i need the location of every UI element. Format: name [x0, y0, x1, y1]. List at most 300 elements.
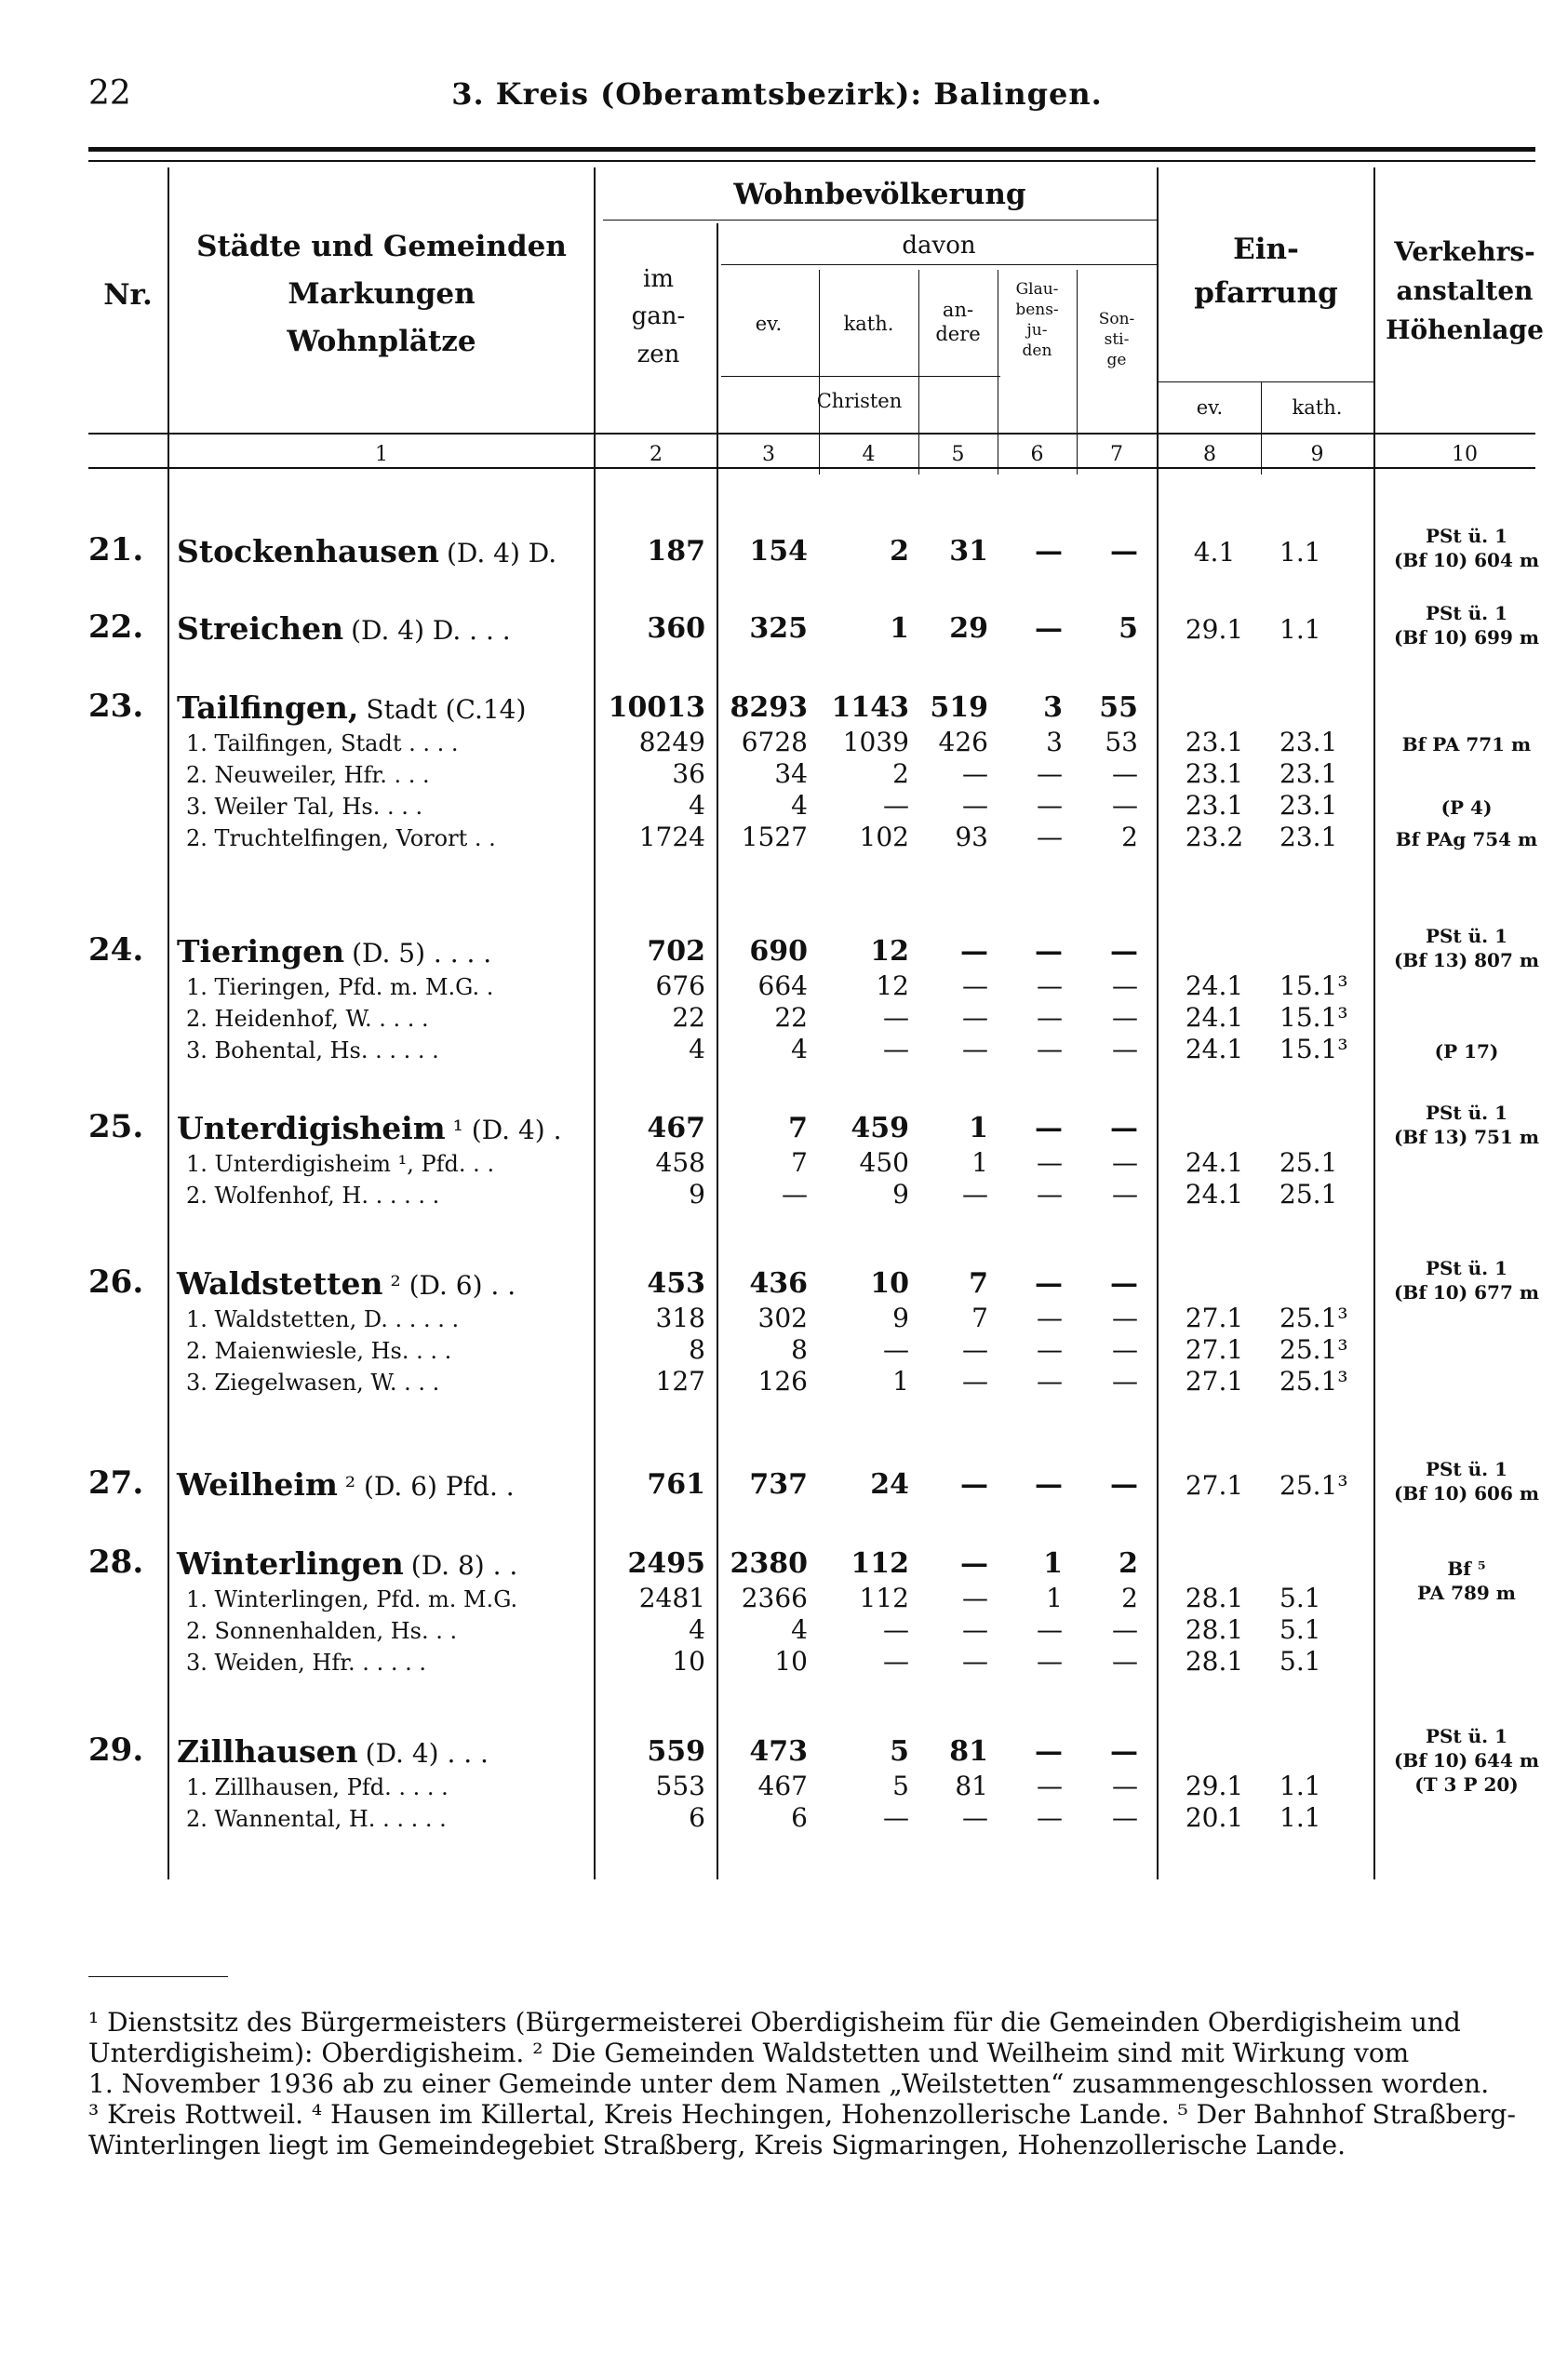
sub-sonst-cell: — — [1112, 1034, 1138, 1064]
sub-kath-cell: 9 — [892, 1179, 909, 1210]
group-ev-cell: 690 — [749, 935, 808, 968]
group-name-suffix: (D. 4) D. — [446, 538, 557, 568]
group-kath-cell: 112 — [851, 1547, 909, 1580]
sub-ev-cell: 302 — [757, 1303, 808, 1333]
group-name-main: Waldstetten — [177, 1265, 383, 1302]
sub-kath-cell: — — [883, 1646, 909, 1677]
header-names — [177, 223, 586, 366]
sub-pf-kath-cell: 5.1 — [1279, 1583, 1321, 1613]
sub-sonst-cell: — — [1112, 1179, 1138, 1210]
group-gesamt-cell: 761 — [647, 1468, 705, 1501]
group-number: 26. — [88, 1264, 144, 1301]
sub-ev-cell: 4 — [791, 1614, 808, 1645]
sub-pf-ev-cell: 28.1 — [1185, 1583, 1244, 1613]
sub-gesamt-cell: 127 — [655, 1366, 705, 1397]
group-number: 27. — [88, 1464, 144, 1502]
sub-pf-ev-cell: 27.1 — [1185, 1303, 1244, 1333]
verkehr-line: PA 789 m — [1417, 1582, 1516, 1604]
sub-andere-cell: 7 — [971, 1303, 988, 1333]
davon-rule — [721, 264, 1157, 265]
sub-gesamt-cell: 10 — [672, 1646, 705, 1677]
andere-line-2: dere — [935, 323, 981, 346]
group-juden-cell: — — [1035, 612, 1063, 645]
sub-ev-cell: 2366 — [741, 1583, 808, 1613]
footnote-line-5: Winterlingen liegt im Gemeindegebiet Straßberg, Kreis Sigmaringen, Hohenzollerische Lande. — [88, 2130, 1346, 2161]
im-ganzen-line-1: im — [643, 265, 674, 293]
page-title: 3. Kreis (Oberamtsbezirk): Balingen. — [451, 76, 1103, 112]
group-juden-cell: — — [1035, 535, 1063, 568]
group-pf-kath-cell: 25.1³ — [1279, 1470, 1348, 1501]
sub-andere-cell: 81 — [955, 1771, 988, 1801]
sub-andere-cell: — — [962, 1034, 988, 1064]
group-andere-cell: 7 — [969, 1267, 988, 1300]
sub-row-name: 3. Weiler Tal, Hs. . . . — [186, 794, 423, 820]
group-kath-cell: 459 — [851, 1112, 909, 1144]
sub-row-name: 1. Tailfingen, Stadt . . . . — [186, 730, 459, 756]
sub-row-name: 3. Ziegelwasen, W. . . . — [186, 1370, 440, 1396]
group-sonst-cell: — — [1110, 1112, 1138, 1144]
vrule-sonstige — [1157, 167, 1159, 1879]
group-sonst-cell: — — [1110, 535, 1138, 568]
top-rule-thin — [88, 160, 1535, 162]
sub-kath-cell: 450 — [859, 1147, 909, 1178]
sub-gesamt-cell: 1724 — [638, 822, 705, 852]
colnum-5: 5 — [951, 443, 965, 466]
group-pf-ev-cell: 27.1 — [1185, 1470, 1244, 1501]
group-ev-cell: 436 — [749, 1267, 808, 1300]
group-ev-cell: 737 — [749, 1468, 808, 1501]
sub-ev-cell: 7 — [791, 1147, 808, 1178]
sub-gesamt-cell: 22 — [672, 1002, 705, 1033]
verkehr-line: (Bf 13) 751 m — [1393, 1126, 1540, 1148]
header-names-line-3: Wohnplätze — [287, 325, 476, 359]
sub-ev-cell: 22 — [774, 1002, 808, 1033]
sub-gesamt-cell: 4 — [689, 790, 705, 821]
header-davon: davon — [902, 232, 976, 260]
header-names-line-2: Markungen — [288, 277, 476, 312]
sub-gesamt-cell: 553 — [655, 1771, 705, 1801]
sub-kath-cell: — — [883, 1002, 909, 1033]
sub-sonst-cell: — — [1112, 1002, 1138, 1033]
sub-andere-cell: — — [962, 1366, 988, 1397]
colnum-9: 9 — [1310, 443, 1324, 466]
group-juden-cell: 3 — [1043, 691, 1063, 724]
sub-pf-ev-cell: 23.1 — [1185, 727, 1244, 757]
sub-row-name: 1. Waldstetten, D. . . . . . — [186, 1306, 460, 1332]
sub-pf-kath-cell: 15.1³ — [1279, 1034, 1348, 1064]
group-andere-cell: — — [960, 1468, 988, 1501]
verkehr-line: PSt ü. 1 — [1425, 1102, 1508, 1124]
group-sonst-cell: 2 — [1119, 1547, 1138, 1580]
sub-juden-cell: — — [1037, 1366, 1063, 1397]
sub-ev-cell: 6728 — [741, 727, 808, 757]
group-sonst-cell: — — [1110, 1267, 1138, 1300]
sub-juden-cell: — — [1037, 822, 1063, 852]
verkehr-line-3: Höhenlage — [1386, 314, 1544, 345]
sub-sonst-cell: 2 — [1121, 822, 1138, 852]
sub-pf-kath-cell: 15.1³ — [1279, 1002, 1348, 1033]
group-sonst-cell: — — [1110, 1468, 1138, 1501]
im-ganzen-line-2: gan- — [631, 302, 686, 331]
group-kath-cell: 24 — [870, 1468, 909, 1501]
sub-row-name: 2. Sonnenhalden, Hs. . . — [186, 1618, 458, 1644]
verkehr-line: (Bf 10) 644 m — [1393, 1749, 1540, 1772]
sub-pf-ev-cell: 27.1 — [1185, 1334, 1244, 1365]
sub-juden-cell: — — [1037, 1334, 1063, 1365]
sub-ev-cell: 4 — [791, 1034, 808, 1064]
sub-andere-cell: — — [962, 970, 988, 1001]
sub-juden-cell: — — [1037, 1771, 1063, 1801]
group-name-suffix: (D. 4) . . . — [365, 1738, 489, 1769]
group-name-suffix: ¹ (D. 4) . — [452, 1115, 562, 1145]
header-ev: ev. — [755, 313, 783, 335]
group-name-suffix: ² (D. 6) Pfd. . — [344, 1471, 515, 1502]
group-gesamt-cell: 2495 — [627, 1547, 705, 1580]
wohnbev-rule — [603, 220, 1157, 221]
verkehr-line: PSt ü. 1 — [1425, 1257, 1508, 1279]
group-number: 25. — [88, 1108, 144, 1145]
group-ev-cell: 473 — [749, 1735, 808, 1768]
group-kath-cell: 10 — [870, 1267, 909, 1300]
sub-juden-cell: 3 — [1046, 727, 1063, 757]
sub-sonst-cell: — — [1112, 1614, 1138, 1645]
sub-andere-cell: 93 — [955, 822, 988, 852]
colnum-2: 2 — [650, 443, 663, 466]
sub-sonst-cell: — — [1112, 790, 1138, 821]
sub-ev-cell: 664 — [757, 970, 808, 1001]
top-rule-thick — [88, 147, 1535, 152]
sub-pf-ev-cell: 24.1 — [1185, 1179, 1244, 1210]
sub-gesamt-cell: 318 — [655, 1303, 705, 1333]
header-sonstige — [1077, 309, 1157, 370]
group-name — [177, 610, 511, 647]
group-name — [177, 689, 526, 726]
sub-row-name: 2. Truchtelfingen, Vorort . . — [186, 825, 496, 851]
group-gesamt-cell: 467 — [647, 1112, 705, 1144]
group-name — [177, 1545, 517, 1582]
group-juden-cell: — — [1035, 1267, 1063, 1300]
sub-kath-cell: — — [883, 1614, 909, 1645]
group-andere-cell: — — [960, 935, 988, 968]
group-andere-cell: 31 — [949, 535, 988, 568]
group-juden-cell: 1 — [1043, 1547, 1063, 1580]
christen-rule — [721, 376, 1000, 377]
group-pf-ev-cell: 4.1 — [1193, 537, 1236, 568]
verkehr-line: (Bf 10) 606 m — [1393, 1482, 1540, 1504]
sub-row-name: 2. Wolfenhof, H. . . . . . — [186, 1183, 440, 1209]
header-names-line-1: Städte und Gemeinden — [196, 230, 567, 263]
group-name-suffix: Stadt (C.14) — [366, 694, 527, 725]
sub-kath-cell: 9 — [892, 1303, 909, 1333]
sub-juden-cell: — — [1037, 1179, 1063, 1210]
group-gesamt-cell: 360 — [647, 612, 705, 645]
verkehr-block — [1385, 1724, 1548, 1797]
im-ganzen-line-3: zen — [636, 340, 680, 368]
sub-kath-cell: 5 — [892, 1771, 909, 1801]
sub-kath-cell: 1039 — [842, 727, 909, 757]
header-im-ganzen — [600, 261, 717, 373]
einpfarrung-line-2: pfarrung — [1194, 275, 1338, 310]
group-pf-kath-cell: 1.1 — [1279, 537, 1321, 568]
footnote-line-4: ³ Kreis Rottweil. ⁴ Hausen im Killertal, Kreis Hechingen, Hohenzollerische Lande. ⁵ Der Bahnhof Straßberg- — [88, 2099, 1516, 2131]
sub-pf-ev-cell: 24.1 — [1185, 970, 1244, 1001]
colnum-rule — [88, 467, 1535, 469]
verkehr-block — [1385, 1256, 1548, 1304]
sub-ev-cell: 8 — [791, 1334, 808, 1365]
sub-gesamt-cell: 2481 — [638, 1583, 705, 1613]
sub-pf-ev-cell: 24.1 — [1185, 1147, 1244, 1178]
group-number: 28. — [88, 1544, 144, 1581]
sub-juden-cell: — — [1037, 758, 1063, 789]
sub-sonst-cell: 2 — [1121, 1583, 1138, 1613]
sub-gesamt-cell: 6 — [689, 1802, 705, 1833]
header-christen: Christen — [816, 390, 903, 412]
group-kath-cell: 1143 — [831, 691, 909, 724]
group-number: 21. — [88, 531, 144, 568]
group-gesamt-cell: 453 — [647, 1267, 705, 1300]
vrule-pfkath — [1373, 167, 1375, 1879]
sub-andere-cell: — — [962, 1002, 988, 1033]
sub-gesamt-cell: 9 — [689, 1179, 705, 1210]
group-ev-cell: 325 — [749, 612, 808, 645]
sub-pf-ev-cell: 23.2 — [1185, 822, 1244, 852]
verkehr-block — [1385, 1457, 1548, 1505]
verkehr-line: (Bf 10) 677 m — [1393, 1281, 1540, 1304]
group-number: 23. — [88, 688, 144, 725]
group-name — [177, 1466, 515, 1503]
group-andere-cell: 519 — [930, 691, 988, 724]
sub-kath-cell: — — [883, 1802, 909, 1833]
group-andere-cell: — — [960, 1547, 988, 1580]
sub-row-name: 1. Zillhausen, Pfd. . . . . — [186, 1774, 449, 1800]
colnum-4: 4 — [862, 443, 876, 466]
group-name-main: Unterdigisheim — [177, 1110, 446, 1146]
header-pf-ev: ev. — [1196, 396, 1224, 419]
group-name-main: Streichen — [177, 610, 344, 647]
verkehr-line: (Bf 10) 699 m — [1393, 626, 1540, 648]
verkehr-block — [1385, 924, 1548, 972]
group-pf-kath-cell: 1.1 — [1279, 614, 1321, 645]
sub-kath-cell: 2 — [892, 758, 909, 789]
header-nr: Nr. — [103, 278, 153, 312]
sub-kath-cell: 1 — [892, 1366, 909, 1397]
group-kath-cell: 2 — [890, 535, 909, 568]
group-name-suffix: (D. 4) D. . . . — [351, 615, 511, 646]
sub-juden-cell: — — [1037, 970, 1063, 1001]
sub-andere-cell: — — [962, 1179, 988, 1210]
sub-kath-cell: — — [883, 1334, 909, 1365]
group-gesamt-cell: 559 — [647, 1735, 705, 1768]
colnum-1: 1 — [375, 443, 388, 466]
group-name-main: Weilheim — [177, 1466, 338, 1503]
sub-andere-cell: — — [962, 1802, 988, 1833]
group-number: 29. — [88, 1732, 144, 1769]
group-sonst-cell: 5 — [1119, 612, 1138, 645]
sub-verkehr: Bf PA 771 m — [1401, 733, 1532, 755]
sub-pf-ev-cell: 28.1 — [1185, 1646, 1244, 1677]
sub-row-name: 2. Neuweiler, Hfr. . . . — [186, 762, 430, 788]
sub-juden-cell: — — [1037, 1002, 1063, 1033]
footnote-rule — [88, 1976, 228, 1977]
sub-andere-cell: 426 — [938, 727, 988, 757]
header-pf-kath: kath. — [1292, 396, 1343, 419]
sub-row-name: 1. Unterdigisheim ¹, Pfd. . . — [186, 1151, 495, 1177]
sub-pf-kath-cell: 25.1³ — [1279, 1334, 1348, 1365]
header-verkehr — [1375, 233, 1554, 350]
verkehr-line: (T 3 P 20) — [1414, 1773, 1519, 1796]
sub-andere-cell: — — [962, 1646, 988, 1677]
sub-row-name: 2. Wannental, H. . . . . . — [186, 1806, 447, 1832]
sub-ev-cell: 467 — [757, 1771, 808, 1801]
sub-row-name: 1. Tieringen, Pfd. m. M.G. . — [186, 974, 494, 1000]
header-glaubensjuden — [998, 279, 1077, 361]
colnum-10: 10 — [1452, 443, 1478, 466]
sub-ev-cell: 4 — [791, 790, 808, 821]
sub-row-name: 1. Winterlingen, Pfd. m. M.G. — [186, 1586, 518, 1612]
group-sonst-cell: 55 — [1099, 691, 1138, 724]
juden-line-4: den — [1022, 341, 1052, 361]
sub-juden-cell: — — [1037, 1034, 1063, 1064]
verkehr-line-1: Verkehrs- — [1394, 236, 1535, 267]
colnum-3: 3 — [762, 443, 775, 466]
sub-gesamt-cell: 8249 — [638, 727, 705, 757]
verkehr-block — [1385, 1557, 1548, 1605]
verkehr-block — [1385, 1101, 1548, 1149]
header-population: Wohnbevölkerung — [733, 178, 1026, 211]
footnote-line-3: 1. November 1936 ab zu einer Gemeinde unter dem Namen „Weilstetten“ zusammengeschlossen worden. — [88, 2068, 1490, 2100]
colnum-7: 7 — [1110, 443, 1123, 466]
sub-pf-kath-cell: 1.1 — [1279, 1802, 1321, 1833]
juden-line-2: bens- — [1015, 301, 1059, 320]
sub-sonst-cell: — — [1112, 1771, 1138, 1801]
sub-pf-kath-cell: 23.1 — [1279, 727, 1338, 757]
group-kath-cell: 12 — [870, 935, 909, 968]
group-pf-ev-cell: 29.1 — [1185, 614, 1244, 645]
sub-ev-cell: 1527 — [741, 822, 808, 852]
group-name-main: Tieringen — [177, 933, 345, 969]
group-juden-cell: — — [1035, 1735, 1063, 1768]
sub-ev-cell: 34 — [774, 758, 808, 789]
sub-pf-ev-cell: 23.1 — [1185, 790, 1244, 821]
sub-gesamt-cell: 4 — [689, 1034, 705, 1064]
einpfarrung-line-1: Ein- — [1233, 233, 1299, 266]
group-name-main: Zillhausen — [177, 1733, 358, 1770]
group-name-suffix: ² (D. 6) . . — [390, 1270, 516, 1301]
footnote-line-1: ¹ Dienstsitz des Bürgermeisters (Bürgermeisterei Oberdigisheim für die Gemeinden Oberdigisheim und — [88, 2007, 1461, 2038]
sub-pf-kath-cell: 25.1³ — [1279, 1366, 1348, 1397]
sub-sonst-cell: — — [1112, 970, 1138, 1001]
sub-gesamt-cell: 36 — [672, 758, 705, 789]
group-ev-cell: 154 — [749, 535, 808, 568]
verkehr-block — [1385, 524, 1548, 572]
group-juden-cell: — — [1035, 1468, 1063, 1501]
sub-gesamt-cell: 458 — [655, 1147, 705, 1178]
group-name-main: Tailfingen, — [177, 689, 359, 726]
sub-andere-cell: — — [962, 790, 988, 821]
sub-pf-kath-cell: 5.1 — [1279, 1646, 1321, 1677]
sub-juden-cell: — — [1037, 1802, 1063, 1833]
sub-sonst-cell: — — [1112, 1646, 1138, 1677]
verkehr-line: PSt ü. 1 — [1425, 1458, 1508, 1480]
sub-row-name: 3. Weiden, Hfr. . . . . . — [186, 1650, 426, 1676]
sub-juden-cell: 1 — [1046, 1583, 1063, 1613]
group-juden-cell: — — [1035, 935, 1063, 968]
footnotes — [88, 2007, 1535, 2160]
sonstige-line-1: Son- — [1098, 310, 1135, 328]
sub-juden-cell: — — [1037, 1147, 1063, 1178]
page-number: 22 — [88, 74, 131, 113]
sub-andere-cell: 1 — [971, 1147, 988, 1178]
sub-sonst-cell: — — [1112, 1303, 1138, 1333]
header-einpfarrung — [1159, 228, 1373, 314]
footnote-line-2: Unterdigisheim): Oberdigisheim. ² Die Gemeinden Waldstetten und Weilheim sind mit Wirkung vom — [88, 2038, 1410, 2069]
sub-ev-cell: 126 — [757, 1366, 808, 1397]
sub-pf-ev-cell: 29.1 — [1185, 1771, 1244, 1801]
sub-kath-cell: 12 — [876, 970, 909, 1001]
sub-verkehr: Bf PAg 754 m — [1395, 828, 1538, 850]
header-kath: kath. — [843, 313, 894, 335]
sub-kath-cell: 102 — [859, 822, 909, 852]
sub-pf-kath-cell: 25.1³ — [1279, 1303, 1348, 1333]
colnum-6: 6 — [1030, 443, 1044, 466]
sub-gesamt-cell: 676 — [655, 970, 705, 1001]
sub-gesamt-cell: 4 — [689, 1614, 705, 1645]
group-name — [177, 933, 491, 969]
sub-juden-cell: — — [1037, 1303, 1063, 1333]
verkehr-line: PSt ü. 1 — [1425, 525, 1508, 547]
vrule-nr — [167, 167, 169, 1879]
verkehr-block — [1385, 601, 1548, 649]
sub-juden-cell: — — [1037, 1646, 1063, 1677]
verkehr-line: PSt ü. 1 — [1425, 602, 1508, 624]
sub-juden-cell: — — [1037, 1614, 1063, 1645]
vrule-gesamt — [717, 223, 718, 1879]
sub-andere-cell: — — [962, 758, 988, 789]
sub-sonst-cell: — — [1112, 1334, 1138, 1365]
header-andere — [918, 298, 998, 347]
sub-sonst-cell: — — [1112, 1802, 1138, 1833]
sub-ev-cell: 6 — [791, 1802, 808, 1833]
sub-pf-kath-cell: 5.1 — [1279, 1614, 1321, 1645]
group-kath-cell: 1 — [890, 612, 909, 645]
sub-kath-cell: 112 — [859, 1583, 909, 1613]
verkehr-line: Bf ⁵ — [1447, 1558, 1486, 1580]
sub-sonst-cell: — — [1112, 758, 1138, 789]
sub-juden-cell: — — [1037, 790, 1063, 821]
sub-pf-kath-cell: 25.1 — [1279, 1147, 1338, 1178]
group-andere-cell: 29 — [949, 612, 988, 645]
sonstige-line-3: ge — [1106, 351, 1127, 370]
sub-row-name: 2. Maienwiesle, Hs. . . . — [186, 1338, 452, 1364]
sub-kath-cell: — — [883, 1034, 909, 1064]
colnum-8: 8 — [1203, 443, 1216, 466]
sub-pf-ev-cell: 24.1 — [1185, 1034, 1244, 1064]
sub-verkehr: (P 4) — [1440, 796, 1493, 819]
verkehr-line: PSt ü. 1 — [1425, 925, 1508, 947]
group-number: 22. — [88, 608, 144, 646]
juden-line-1: Glau- — [1015, 280, 1059, 299]
sub-row-name: 2. Heidenhof, W. . . . . — [186, 1006, 429, 1032]
group-andere-cell: 1 — [969, 1112, 988, 1144]
group-juden-cell: — — [1035, 1112, 1063, 1144]
group-name-main: Stockenhausen — [177, 533, 439, 569]
sub-pf-ev-cell: 24.1 — [1185, 1002, 1244, 1033]
sub-pf-kath-cell: 1.1 — [1279, 1771, 1321, 1801]
sub-sonst-cell: — — [1112, 1147, 1138, 1178]
header-rule — [88, 433, 1535, 435]
group-name — [177, 1265, 516, 1302]
group-name — [177, 1733, 489, 1770]
